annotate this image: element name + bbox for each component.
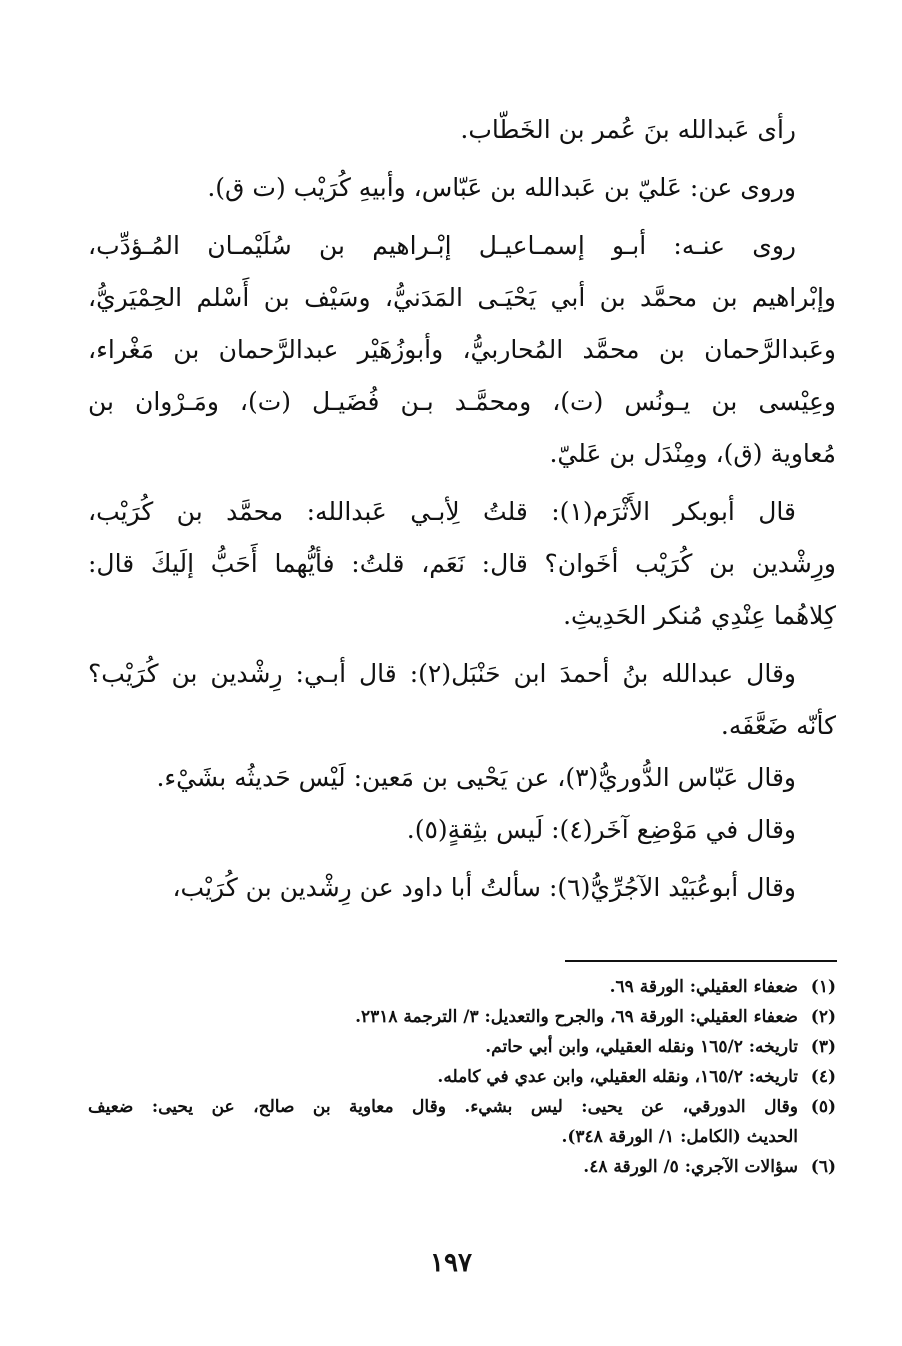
text-line-2: وروى عن: عَليّ بن عَبدالله بن عَبّاس، وأبيهِ كُرَيْب (ت ق). (207, 173, 796, 202)
footnote-separator (565, 960, 837, 962)
footnote-text: الحديث (الكامل: ١/ الورقة ٣٤٨). (561, 1127, 798, 1147)
text-line-5: وعَبدالرَّحمان بن محمَّد المُحاربيُّ، وأبوزُهَيْر عبدالرَّحمان بن مَغْراء، (88, 335, 836, 364)
footnote-number: (٢) (810, 1007, 836, 1027)
text-line-13: وقال عَبّاس الدُّوريُّ(٣)، عن يَحْيى بن مَعين: لَيْس حَديثُه بشَيْء. (156, 763, 796, 792)
text-line-3: روى عنـه: أبـو إسمـاعيـل إبْـراهيم بن سُلَيْمـان المُـؤدِّب، (88, 231, 796, 260)
footnote-text: وقال الدورقي، عن يحيى: ليس بشيء. وقال معاوية بن صالح، عن يحيى: ضعيف (88, 1097, 798, 1117)
footnote (88, 1152, 836, 1182)
footnote-text: تاريخه: ١٦٥/٢، ونقله العقيلي، وابن عدي في كامله. (437, 1067, 798, 1087)
footnote (88, 1002, 836, 1032)
footnote-text: سؤالات الآجري: ٥/ الورقة ٤٨. (583, 1157, 798, 1177)
footnote (88, 972, 836, 1002)
footnote-text: ضعفاء العقيلي: الورقة ٦٩، والجرح والتعديل: ٣/ الترجمة ٢٣١٨. (355, 1007, 798, 1027)
footnotes (88, 972, 836, 1182)
text-line-10: كِلاهُما عِنْدِي مُنكر الحَدِيثِ. (563, 601, 836, 630)
footnote-number: (٣) (810, 1037, 836, 1057)
footnote-text: تاريخه: ١٦٥/٢ ونقله العقيلي، وابن أبي حاتم. (485, 1037, 798, 1057)
footnote-number: (٤) (810, 1067, 836, 1087)
text-line-15: وقال أبوعُبَيْد الآجُرِّيُّ(٦): سألتُ أبا داود عن رِشْدين بن كُرَيْب، (172, 873, 796, 902)
text-line-7: مُعاوية (ق)، ومِنْدَل بن عَليّ. (549, 439, 836, 468)
footnote-text: ضعفاء العقيلي: الورقة ٦٩. (609, 977, 798, 997)
footnote (88, 1032, 836, 1062)
footnote (88, 1092, 836, 1122)
footnote-number: (٥) (810, 1097, 836, 1117)
footnote-number: (١) (810, 977, 836, 997)
footnote-number: (٦) (810, 1157, 836, 1177)
text-line-14: وقال في مَوْضِع آخَر(٤): لَيس بثِقةٍ(٥). (406, 815, 796, 844)
text-line-8: قال أبوبكر الأَثْرَم(١): قلتُ لِأبـي عَبدالله: محمَّد بن كُرَيْب، (88, 497, 796, 526)
page-number: ١٩٧ (430, 1248, 472, 1278)
footnote (88, 1062, 836, 1092)
text-line-12: كأنّه ضَعَّفَه. (720, 711, 836, 740)
footnote-continuation (88, 1122, 836, 1152)
text-line-1: رأى عَبدالله بنَ عُمر بن الخَطّاب. (460, 115, 796, 144)
text-line-9: ورِشْدين بن كُرَيْب أخَوان؟ قال: نَعَم، قلتُ: فأيُّهما أَحَبُّ إلَيكَ قال: (88, 549, 836, 578)
text-line-11: وقال عبدالله بنُ أحمدَ ابن حَنْبَل(٢): قال أبـي: رِشْدين بن كُرَيْب؟ (88, 659, 796, 688)
main-text (88, 104, 836, 914)
text-line-4: وإبْراهيم بن محمَّد بن أبي يَحْيَـى المَدَنيُّ، وسَيْف بن أَسْلم الحِمْيَريُّ، (88, 283, 836, 312)
text-line-6: وعِيْسى بن يـونُس (ت)، ومحمَّـد بـن فُضَيـل (ت)، ومَـرْوان بن (88, 387, 836, 416)
